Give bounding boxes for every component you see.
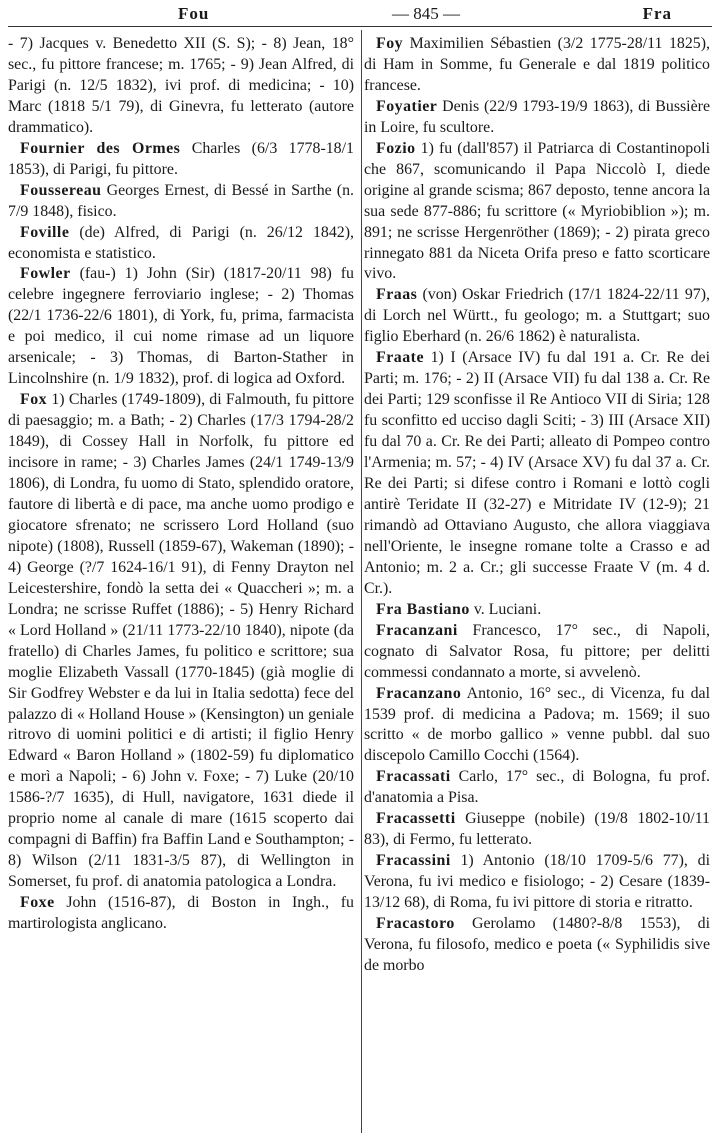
entry [8, 223, 354, 265]
entry-headword: Fracanzano [376, 684, 462, 702]
entry [8, 893, 354, 935]
entry-headword: Fracassati [376, 768, 451, 786]
entry [8, 181, 354, 223]
entry [364, 851, 710, 914]
entry-text: Giuseppe (nobile) (19/8 1802-10/11 83), di Fermo, fu letterato. [364, 810, 710, 849]
entry [364, 914, 710, 977]
header-rule [8, 26, 712, 27]
entry-headword: Foy [376, 35, 404, 52]
left-column [8, 34, 354, 977]
entry-text: 1) Charles (1749-1809), di Falmouth, fu pittore di paesaggio; m. a Bath; - 2) Charles (17/3 1794-28/2 1849), di Cossey Hall in Norfolk, fu pittore ed incisore in rame; - 3) Charles James (24/1 1749-13/9 1806), di Londra, fu uomo di Stato, splendido oratore, fautore di libertà e di pace, ma anche uomo prodigo e giocatore sfrenato; ne scrissero Lord Holland (suo nipote) (1808), Russell (1859-67), Wakeman (1890); - 4) George (?/7 1624-16/1 91), di Fenny Drayton nel Leicestershire, fondò la setta dei « Quaccheri »; m. a Londra; ne scrisse Ruffet (1886); - 5) Henry Richard « Lord Holland » (21/11 1773-22/10 1840), nipote (da fratello) di Charles James, fu politico e scrittore; sua moglie Elizabeth Vassall (1770-1845) (già moglie di Sir Godfrey Webster e da lui in Italia sedotta) fece del palazzo di « Holland House » (Kensington) un geniale ritrovo di uomini politici e di artisti; il figlio Henry Edward « Baron Holland » (1802-59) fu diplomatico e morì a Napoli; - 6) John v. Foxe; - 7) Luke (20/10 1586-?/7 1635), di Hull, navigatore, 1631 diede il proprio nome al canale di mare (1615 scoperto dai compagni di Baffin) fra Baffin Land e Southampton; - 8) Wilson (2/11 1831-3/5 87), di Wellington in Somerset, fu prof. di anatomia patologica a Londra. [8, 391, 354, 891]
entry-text: Georges Ernest, di Bessé in Sarthe (n. 7/9 1848), fisico. [8, 181, 354, 220]
entry-text: Maximilien Sébastien (3/2 1775-28/11 1825), di Ham in Somme, fu Generale e dal 1819 politico francese. [364, 35, 710, 94]
entry-headword: Foyatier [376, 97, 438, 115]
entry-headword: Fraate [376, 349, 424, 367]
column-divider [361, 30, 362, 1133]
entry [8, 139, 354, 181]
entry-text: - 7) Jacques v. Benedetto XII (S. S); - 8) Jean, 18° sec., fu pittore francese; m. 1765; - 9) Jean Alfred, di Parigi (n. 12/5 1832), ivi prof. di medicina; - 10) Marc (1818 5/1 79), di Ginevra, fu letterato (autore drammatico). [8, 35, 354, 136]
entry [8, 264, 354, 390]
entry [364, 600, 710, 621]
entry [364, 97, 710, 139]
entry-text: v. Luciani. [469, 600, 542, 618]
entry-text: (de) Alfred, di Parigi (n. 26/12 1842), economista e statistico. [8, 223, 354, 262]
entry [364, 809, 710, 851]
entry-headword: Foville [20, 223, 70, 241]
header-right-guideword: Fra [642, 4, 672, 23]
right-column [364, 34, 710, 977]
entry-text: Francesco, 17° sec., di Napoli, cognato di Salvator Rosa, fu pittore; per delitti commessi condannato a morte, si avvelenò. [364, 621, 710, 681]
entry [364, 684, 710, 768]
entry [364, 139, 710, 286]
entry-headword: Fra Bastiano [376, 600, 470, 618]
columns [8, 34, 712, 977]
entry [364, 767, 710, 809]
entry-text: Denis (22/9 1793-19/9 1863), di Bussière in Loire, fu scultore. [364, 97, 710, 136]
entry-headword: Fracassini [376, 852, 451, 870]
entry [364, 34, 710, 97]
entry-text: 1) I (Arsace IV) fu dal 191 a. Cr. Re dei Parti; m. 176; - 2) II (Arsace VII) fu dal 138 a. Cr. Re dei Parti; 129 sconfisse il Re Antioco VII di Siria; 128 fu sconfitto ed ucciso dagli Sciti; - 3) III (Arsace XII) fu dal 70 a. Cr. Re dei Parti; alleato di Pompeo contro l'Armenia; m. 57; - 4) IV (Arsace XV) fu dal 37 a. Cr. Re dei Parti; si difese contro i Romani e lottò cogli antirè Teridate II (32-27) e Mitridate IV (12-9); 21 rimandò ad Ottaviano Augusto, che allora viaggiava nell'Oriente, le insegne romane tolte a Crasso e ad Antonio; m. 2 a. Cr.; gli successe Fraate V (m. 4 d. Cr.). [364, 349, 710, 597]
page-number: — 845 — [391, 4, 460, 23]
entry-headword: Fowler [20, 265, 71, 283]
entry-headword: Fozio [376, 139, 416, 157]
entry-text: Antonio, 16° sec., di Vicenza, fu dal 1539 prof. di medicina a Padova; m. 1569; il suo scritto « de morbo gallico » venne pubbl. dal suo discepolo Camillo Cocchi (1564). [364, 684, 710, 765]
entry-text: 1) fu (dall'857) il Patriarca di Costantinopoli che 867, scomunicando il Papa Niccolò I, diede origine al grande scisma; 867 deposto, tenne ancora la sua sede 877-886; fu scrittore (« Myriobiblion »); m. 891; ne scrisse Hergenröther (1869); - 2) pirata greco rinnegato 881 da Niceta Orifa preso e fatto scorticare vivo. [364, 139, 710, 283]
entry-text: (fau-) 1) John (Sir) (1817-20/11 98) fu celebre ingegnere ferroviario inglese; - 2) Thomas (22/1 1736-22/6 1801), di York, fu, prima, farmacista e poi medico, il cui nome rimase ad un liquore arsenicale; - 3) Thomas, di Barton-Stather in Lincolnshire (n. 1/9 1832), prof. di logica ad Oxford. [8, 265, 354, 388]
entry [8, 390, 354, 893]
entry-text: Carlo, 17° sec., di Bologna, fu prof. d'anatomia a Pisa. [364, 768, 710, 807]
entry [364, 348, 710, 599]
entry-headword: Fracassetti [376, 810, 456, 828]
entry-headword: Foxe [20, 894, 55, 912]
entry-headword: Fracastoro [376, 915, 455, 933]
entry [8, 34, 354, 139]
entry-text: (von) Oskar Friedrich (17/1 1824-22/11 97), di Lorch nel Württ., fu geologo; m. a Stuttgart; suo figlio Eberhard (n. 26/6 1862) è naturalista. [364, 286, 710, 346]
entry-headword: Fraas [376, 286, 418, 304]
page-header [8, 4, 712, 26]
header-left-guideword: Fou [178, 4, 210, 23]
entry-headword: Fox [20, 391, 48, 409]
entry-text: Gerolamo (1480?-8/8 1553), di Verona, fu filosofo, medico e poeta (« Syphilidis sive de morbo [364, 915, 710, 974]
entry-headword: Fracanzani [376, 621, 458, 639]
entry-text: John (1516-87), di Boston in Ingh., fu martirologista anglicano. [8, 894, 354, 933]
entry-headword: Fournier des Ormes [20, 139, 181, 157]
entry-headword: Foussereau [20, 181, 102, 199]
entry [364, 621, 710, 684]
entry-text: Charles (6/3 1778-18/1 1853), di Parigi, fu pittore. [8, 139, 354, 178]
entry [364, 285, 710, 348]
entry-text: 1) Antonio (18/10 1709-5/6 77), di Verona, fu ivi medico e fisiologo; - 2) Cesare (1839-13/12 68), di Roma, fu ivi pittore di storia e ritratto. [364, 852, 710, 912]
